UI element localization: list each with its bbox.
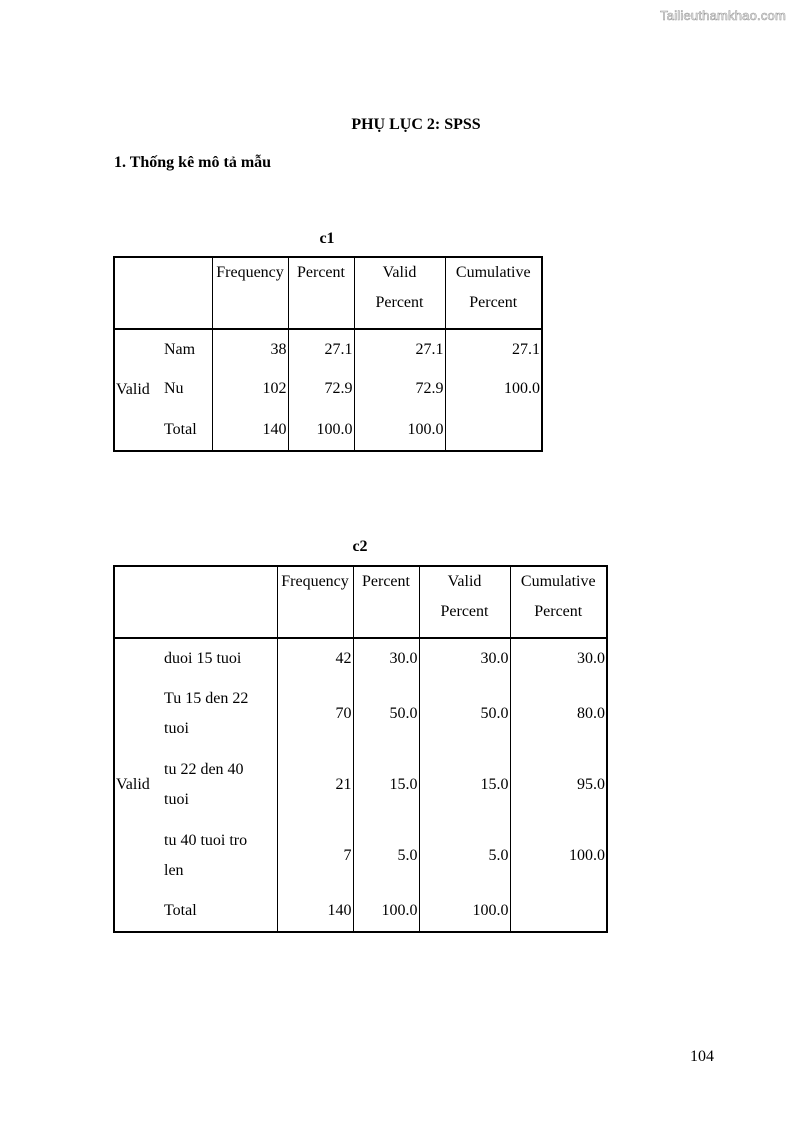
header-valid-percent [419,566,510,638]
row-label [162,678,277,749]
cell-percent: 30.0 [353,638,419,678]
table-c1 [113,256,543,452]
row-label: Total [162,409,212,451]
cell-frequency: 42 [277,638,353,678]
cell-percent: 100.0 [288,409,354,451]
row-label-line1: tu 40 tuoi tro [164,831,248,849]
section-heading: 1. Thống kê mô tả mẫu [114,154,272,171]
header-cumulative-line1: Cumulative [520,573,596,590]
cell-valid-percent: 100.0 [354,409,445,451]
header-empty-cell [114,257,212,329]
row-label-line1: tu 22 den 40 [164,760,244,778]
cell-valid-percent: 27.1 [354,329,445,369]
header-valid-percent-line1: Valid [447,573,482,590]
row-label [162,820,277,891]
table-c2 [113,565,608,933]
row-label: Total [162,891,277,932]
cell-valid-percent: 15.0 [419,749,510,820]
table-row-total [114,409,542,451]
header-frequency: Frequency [277,566,353,638]
header-cumulative-percent [445,257,542,329]
table-c1-title: c1 [319,230,335,247]
cell-frequency: 7 [277,820,353,891]
header-cumulative-line1: Cumulative [455,264,531,281]
header-percent: Percent [353,566,419,638]
cell-frequency: 38 [212,329,288,369]
page-number: 104 [690,1048,714,1065]
header-cumulative-line2: Percent [469,294,518,311]
appendix-title: PHỤ LỤC 2: SPSS [351,116,481,133]
cell-frequency: 102 [212,369,288,409]
header-valid-percent-line2: Percent [440,603,489,620]
row-label-line2: tuoi [164,790,189,808]
watermark-text: Tailieuthamkhao.com [660,8,786,23]
table-header-row [114,566,607,638]
table-row [114,638,607,678]
header-percent: Percent [288,257,354,329]
cell-percent: 100.0 [353,891,419,932]
header-cumulative-line2: Percent [534,603,583,620]
cell-frequency: 140 [277,891,353,932]
header-cumulative-percent [510,566,607,638]
cell-cumulative: 95.0 [510,749,607,820]
table-header-row [114,257,542,329]
header-frequency: Frequency [212,257,288,329]
row-label: duoi 15 tuoi [164,649,242,667]
table-row-total [114,891,607,932]
header-valid-percent-line1: Valid [382,264,417,281]
cell-frequency: 140 [212,409,288,451]
table-c2-title: c2 [352,538,368,555]
header-valid-percent-line2: Percent [375,294,424,311]
cell-cumulative: 100.0 [445,369,542,409]
cell-cumulative: 80.0 [510,678,607,749]
table-row [114,749,607,820]
row-label-line2: len [164,861,184,879]
table-row [114,329,542,369]
table-row [114,820,607,891]
table-row [114,678,607,749]
row-label: Nu [164,380,184,397]
cell-valid-percent: 100.0 [419,891,510,932]
row-label-line1: Tu 15 den 22 [164,689,249,707]
cell-valid-percent: 5.0 [419,820,510,891]
row-label [162,749,277,820]
cell-frequency: 70 [277,678,353,749]
header-empty-cell [114,566,277,638]
cell-frequency: 21 [277,749,353,820]
cell-percent: 5.0 [353,820,419,891]
cell-cumulative [510,891,607,932]
cell-cumulative: 30.0 [510,638,607,678]
cell-percent: 15.0 [353,749,419,820]
group-label-valid: Valid [114,329,162,451]
table-row [114,369,542,409]
cell-valid-percent: 30.0 [419,638,510,678]
cell-valid-percent: 50.0 [419,678,510,749]
row-label-line2: tuoi [164,719,189,737]
cell-valid-percent: 72.9 [354,369,445,409]
cell-percent: 72.9 [288,369,354,409]
cell-percent: 50.0 [353,678,419,749]
cell-cumulative [445,409,542,451]
cell-percent: 27.1 [288,329,354,369]
cell-cumulative: 100.0 [510,820,607,891]
row-label: Nam [164,340,196,358]
group-label-valid: Valid [114,638,162,932]
header-valid-percent [354,257,445,329]
cell-cumulative: 27.1 [445,329,542,369]
